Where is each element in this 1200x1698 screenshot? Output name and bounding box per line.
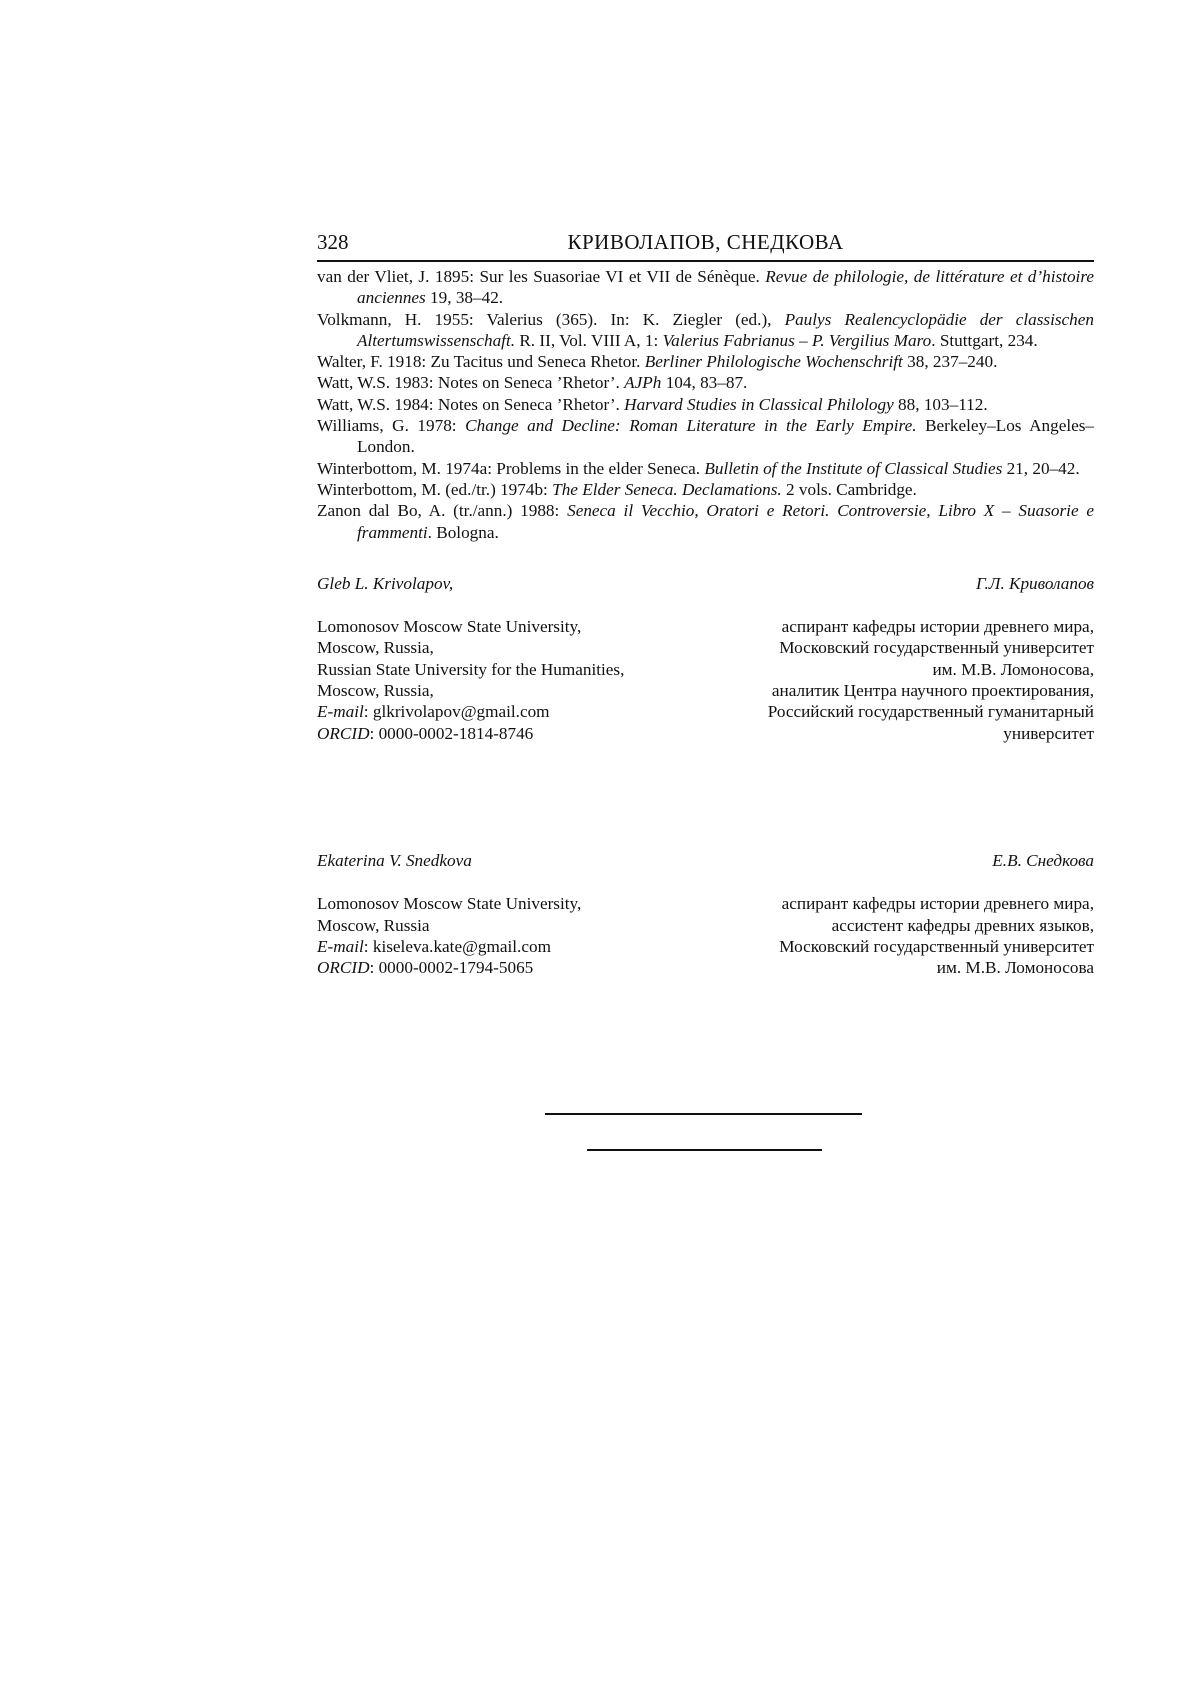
affiliation-line: Lomonosov Moscow State University, <box>317 894 582 914</box>
email-address: : glkrivolapov@gmail.com <box>363 702 550 722</box>
reference-text: 38, 237–240. <box>902 352 998 372</box>
reference-text: 19, 38–42. <box>425 288 504 308</box>
affiliation-line: Moscow, Russia <box>317 915 430 935</box>
reference-title: Harvard Studies in Classical Philology <box>624 394 894 414</box>
reference-entry <box>317 479 1094 500</box>
reference-text: R. II, Vol. VIII A, 1: <box>515 330 663 350</box>
affiliation-ru <box>768 616 1094 744</box>
affiliation-row <box>317 616 1094 744</box>
reference-text: 88, 103–112. <box>893 394 988 414</box>
reference-entry <box>317 500 1094 543</box>
affiliation-line: аспирант кафедры истории древнего мира, <box>781 617 1094 637</box>
reference-text: Zanon dal Bo, A. (tr./ann.) 1988: <box>317 501 568 521</box>
orcid-label: ORCID <box>317 958 370 978</box>
author-name-ru: Г.Л. Криволапов <box>976 573 1094 593</box>
reference-text: . Bologna. <box>427 522 499 542</box>
reference-entry <box>317 351 1094 372</box>
orcid-line <box>317 957 581 978</box>
affiliation-line: Russian State University for the Humanities, <box>317 659 625 679</box>
reference-text: 21, 20–42. <box>1002 458 1080 478</box>
orcid-line <box>317 723 624 744</box>
affiliation-line: Moscow, Russia, <box>317 638 434 658</box>
author-name-en: Gleb L. Krivolapov, <box>317 573 454 593</box>
reference-entry <box>317 394 1094 415</box>
reference-text: 104, 83–87. <box>661 373 748 393</box>
reference-title: Bulletin of the Institute of Classical Studies <box>704 458 1003 478</box>
affiliation-line: Lomonosov Moscow State University, <box>317 617 582 637</box>
reference-entry <box>317 309 1094 352</box>
reference-list <box>317 266 1094 543</box>
reference-title: Berliner Philologische Wochenschrift <box>644 352 903 372</box>
reference-entry <box>317 266 1094 309</box>
reference-title: Valerius Fabrianus – P. Vergilius Maro <box>662 330 932 350</box>
affiliation-line: университет <box>1003 723 1094 743</box>
affiliation-en <box>317 616 624 744</box>
reference-entry <box>317 458 1094 479</box>
affiliation-line: Московский государственный университет <box>779 638 1094 658</box>
author-name-row <box>317 573 1094 594</box>
author-block-krivolapov <box>317 573 1094 744</box>
reference-title: Paulys Realencyclopädie der classischen Altertumswissenschaft. <box>357 309 1094 350</box>
running-header <box>317 226 1094 262</box>
reference-title: Seneca il Vecchio, Oratori e Retori. Controversie, Libro X – Suasorie e frammenti <box>357 501 1094 542</box>
affiliation-line: Московский государственный университет <box>779 936 1094 956</box>
affiliation-line: им. М.В. Ломоносова, <box>932 659 1094 679</box>
author-name-en: Ekaterina V. Snedkova <box>317 850 472 870</box>
author-name-ru: Е.В. Снедкова <box>992 850 1094 870</box>
affiliation-line: Moscow, Russia, <box>317 681 434 701</box>
reference-entry <box>317 415 1094 458</box>
reference-entry <box>317 372 1094 393</box>
affiliation-line: аналитик Центра научного проектирования, <box>771 681 1094 701</box>
author-name-row <box>317 850 1094 871</box>
orcid-value: : 0000-0002-1814-8746 <box>369 723 534 743</box>
email-label: E-mail <box>317 702 364 722</box>
affiliation-ru <box>779 893 1094 978</box>
author-block-snedkova <box>317 850 1094 978</box>
reference-text: Winterbottom, M. (ed./tr.) 1974b: <box>317 479 553 499</box>
reference-title: AJPh <box>624 373 662 393</box>
reference-text: Williams, G. 1978: <box>317 416 466 436</box>
reference-text: 2 vols. Cambridge. <box>781 479 917 499</box>
end-rule-long <box>545 1113 862 1115</box>
affiliation-line: Российский государственный гуманитарный <box>767 702 1094 722</box>
email-label: E-mail <box>317 936 364 956</box>
reference-title: Revue de philologie, de littérature et d’histoire anciennes <box>357 267 1094 308</box>
reference-text: Watt, W.S. 1983: Notes on Seneca ’Rhetor’. <box>317 373 625 393</box>
email-line <box>317 936 581 957</box>
affiliation-en <box>317 893 581 978</box>
end-rule-short <box>587 1149 822 1151</box>
reference-text: Volkmann, H. 1955: Valerius (365). In: K. Ziegler (ed.), <box>317 309 785 329</box>
reference-title: The Elder Seneca. Declamations. <box>552 479 782 499</box>
orcid-label: ORCID <box>317 723 370 743</box>
affiliation-line: им. М.В. Ломоносова <box>936 958 1094 978</box>
affiliation-line: аспирант кафедры истории древнего мира, <box>781 894 1094 914</box>
affiliation-line: ассистент кафедры древних языков, <box>831 915 1094 935</box>
affiliation-row <box>317 893 1094 978</box>
page <box>317 226 1094 978</box>
email-address: : kiseleva.kate@gmail.com <box>363 936 551 956</box>
reference-text: . Stuttgart, 234. <box>931 330 1038 350</box>
orcid-value: : 0000-0002-1794-5065 <box>369 958 534 978</box>
running-title: КРИВОЛАПОВ, СНЕДКОВА <box>567 230 844 254</box>
reference-text: van der Vliet, J. 1895: Sur les Suasoriae VI et VII de Sénèque. <box>317 267 766 286</box>
reference-text: Berkeley–Los Angeles–London. <box>357 416 1095 457</box>
reference-text: Watt, W.S. 1984: Notes on Seneca ’Rhetor’. <box>317 394 625 414</box>
reference-text: Walter, F. 1918: Zu Tacitus und Seneca Rhetor. <box>317 352 645 372</box>
reference-text: Winterbottom, M. 1974a: Problems in the elder Seneca. <box>317 458 705 478</box>
page-number: 328 <box>317 230 349 254</box>
email-line <box>317 701 624 722</box>
reference-title: Change and Decline: Roman Literature in the Early Empire. <box>465 416 917 436</box>
